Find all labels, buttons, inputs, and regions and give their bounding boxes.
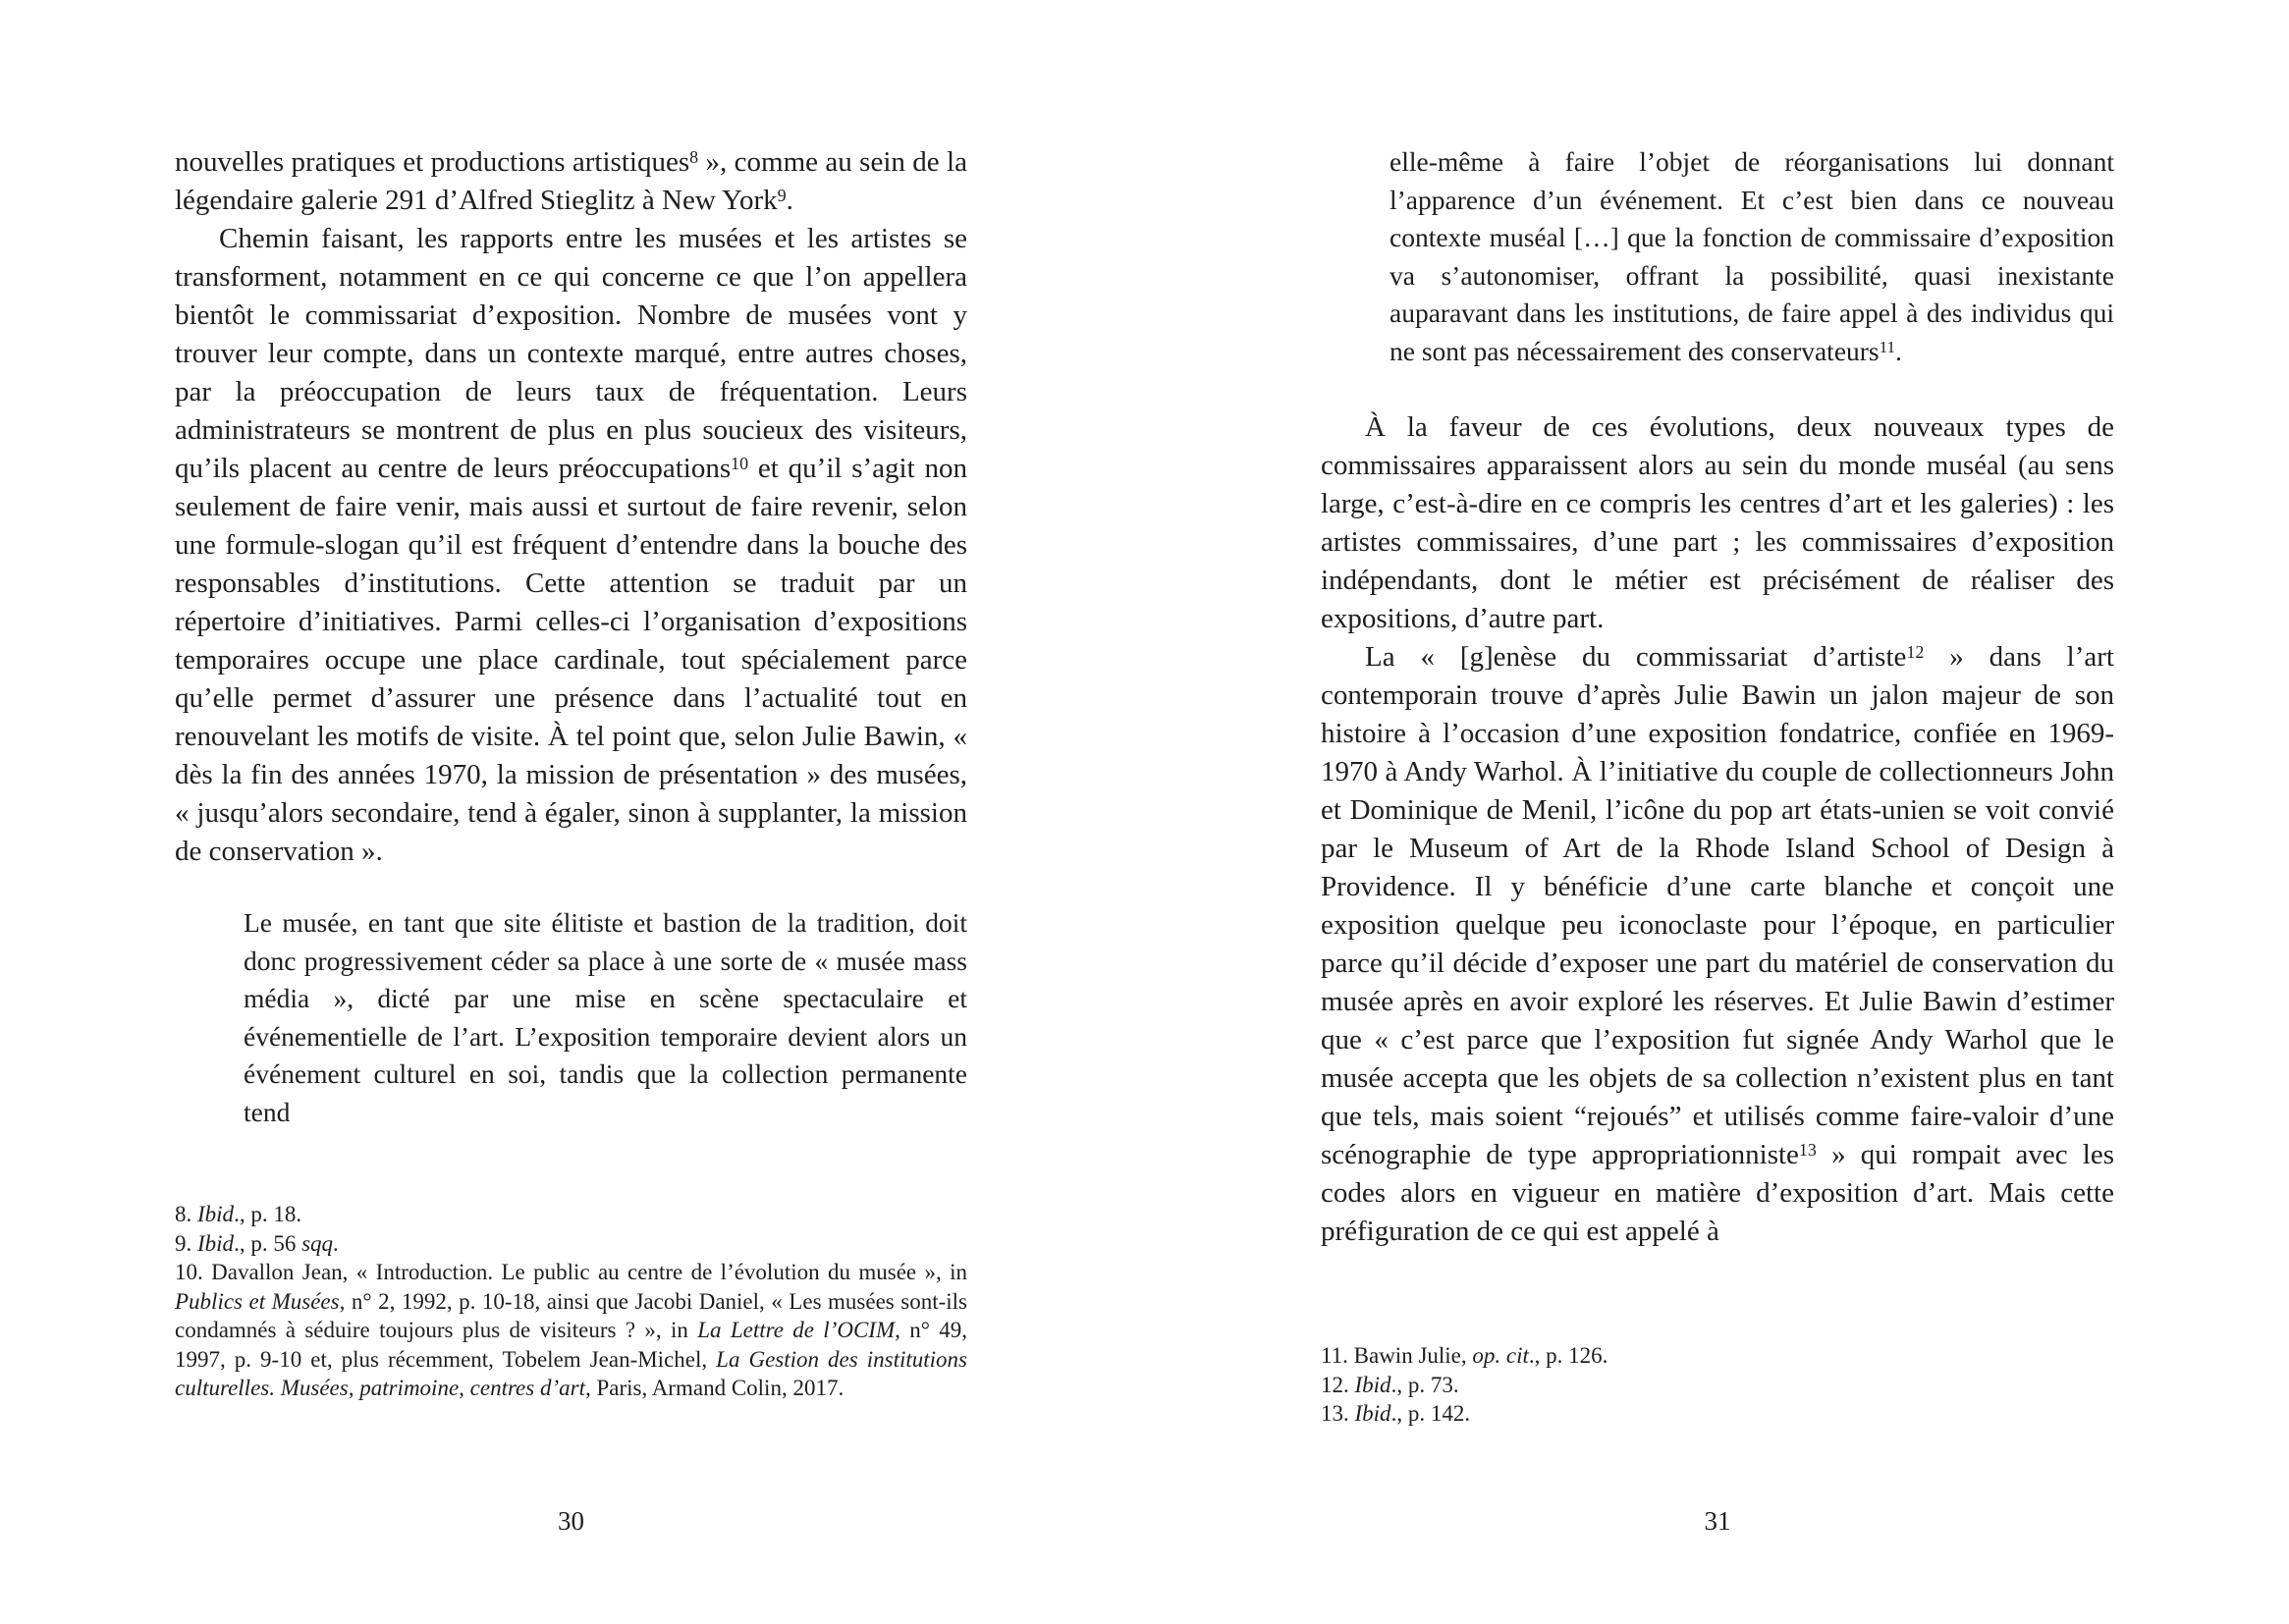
- footnote-reference: 12: [1906, 642, 1925, 663]
- footnote-reference: 10: [731, 454, 749, 474]
- text-segment: 13.: [1321, 1401, 1355, 1426]
- footnote-reference: 9: [777, 186, 787, 206]
- footnote-reference: 8: [689, 147, 699, 168]
- text-segment: , n° 49, 1997, p. 9-10 et, plus récemment, Tobelem Jean-Michel,: [175, 1318, 967, 1372]
- text-segment: et qu’il s’agit non seulement de faire venir, mais aussi et surtout de faire revenir, selon une formule-slogan qu’il est fréquent d’entendre dans la bouche des responsables d’institutions. Cette attention se traduit par un répertoire d’initiatives. Parmi celles-ci l’organisation d’expositions temporaires occupe une place cardinale, tout spécialement parce qu’elle permet d’assurer une présence dans l’actualité tout en renouvelant les motifs de visite. À tel point que, selon Julie Bawin, « dès la fin des années 1970, la mission de présentation » des musées, « jusqu’alors secondaire, tend à égaler, sinon à supplanter, la mission de conservation ».: [175, 453, 967, 867]
- text-segment: .: [333, 1230, 339, 1256]
- text-segment: 10. Davallon Jean, « Introduction. Le public au centre de l’évolution du musée », in: [175, 1260, 967, 1284]
- text-segment: 9.: [175, 1230, 197, 1256]
- text-segment: La « [g]enèse du commissariat d’artiste: [1365, 641, 1907, 673]
- text-segment: La Gestion des institutions culturelles. Musées, patrimoine, centres d’art: [175, 1346, 967, 1400]
- text-segment: », comme au sein de la légendaire galerie 291 d’Alfred Stieglitz à New York: [175, 146, 967, 216]
- body-paragraph: [1321, 638, 2114, 1251]
- footnote-13: [1321, 1399, 2114, 1429]
- page-30-body: [175, 143, 967, 871]
- text-segment: elle-même à faire l’objet de réorganisations lui donnant l’apparence d’un événement. Et c’est bien dans ce nouveau contexte muséal […] que la fonction de commissaire d’exposition va s’autonomiser, offrant la possibilité, quasi inexistante auparavant dans les institutions, de faire appel à des individus qui ne sont pas nécessairement des conservateurs: [1390, 146, 2114, 366]
- footnote-9: [175, 1229, 967, 1259]
- page-31-body: [1321, 408, 2114, 1251]
- footnote-reference: 11: [1879, 338, 1896, 357]
- text-segment: , n° 2, 1992, p. 10-18, ainsi que Jacobi Daniel, « Les musées sont-ils condamnés à séduire toujours plus de visiteurs ? », in: [175, 1288, 967, 1342]
- page-number: 30: [558, 1506, 584, 1536]
- footnote-8: [175, 1200, 967, 1229]
- page-30-content: [175, 0, 967, 1131]
- text-segment: .: [1895, 335, 1902, 366]
- text-segment: Ibid: [1354, 1401, 1391, 1426]
- text-segment: op. cit: [1472, 1343, 1529, 1368]
- blockquote: [244, 904, 967, 1131]
- text-segment: Ibid: [1354, 1372, 1391, 1397]
- text-segment: ., p. 142.: [1390, 1401, 1471, 1426]
- text-segment: Ibid: [197, 1202, 235, 1226]
- blockquote-continuation: [1390, 143, 2114, 370]
- text-segment: ., p. 18.: [234, 1202, 302, 1226]
- text-segment: Publics et Musées: [175, 1288, 340, 1314]
- text-segment: nouvelles pratiques et productions artistiques: [175, 146, 690, 178]
- text-segment: , Paris, Armand Colin, 2017.: [584, 1376, 845, 1400]
- text-segment: Le musée, en tant que site élitiste et bastion de la tradition, doit donc progressivement céder sa place à une sorte de « musée mass média », dicté par une mise en scène spectaculaire et événementielle de l’art. L’exposition temporaire devient alors un événement culturel en soi, tandis que la collection permanente tend: [244, 907, 967, 1127]
- body-paragraph-continuation: [175, 143, 967, 220]
- text-segment: .: [786, 185, 793, 216]
- page-31: [1321, 0, 2114, 1624]
- page-number: 31: [1704, 1506, 1731, 1536]
- body-paragraph: [175, 220, 967, 871]
- footnote-reference: 13: [1798, 1140, 1817, 1161]
- text-segment: 12.: [1321, 1372, 1355, 1397]
- text-segment: 8.: [175, 1202, 197, 1226]
- text-segment: sqq: [301, 1230, 334, 1256]
- text-segment: ., p. 126.: [1528, 1343, 1608, 1368]
- text-segment: 11. Bawin Julie,: [1321, 1343, 1473, 1368]
- footnotes: [1321, 1341, 2114, 1429]
- footnote-10: [175, 1258, 967, 1403]
- text-segment: Ibid: [197, 1230, 235, 1256]
- page-31-content: [1321, 0, 2114, 1251]
- body-paragraph: [1321, 408, 2114, 638]
- page-30: [175, 0, 967, 1624]
- text-segment: La Lettre de l’OCIM: [697, 1318, 896, 1342]
- text-segment: » qui rompait avec les codes alors en vigueur en matière d’exposition d’art. Mais cette préfiguration de ce qui est appelé à: [1321, 1139, 2114, 1247]
- footnote-12: [1321, 1371, 2114, 1400]
- footnote-11: [1321, 1341, 2114, 1371]
- text-segment: À la faveur de ces évolutions, deux nouveaux types de commissaires apparaissent alors au sein du monde muséal (au sens large, c’est-à-dire en ce compris les centres d’art et les galeries) : les artistes commissaires, d’une part ; les commissaires d’exposition indépendants, dont le métier est précisément de réaliser des expositions, d’autre part.: [1321, 411, 2114, 634]
- text-segment: ., p. 73.: [1390, 1372, 1459, 1397]
- text-segment: Chemin faisant, les rapports entre les musées et les artistes se transforment, notamment en ce qui concerne ce que l’on appellera bientôt le commissariat d’exposition. Nombre de musées vont y trouver leur compte, dans un contexte marqué, entre autres choses, par la préoccupation de leurs taux de fréquentation. Leurs administrateurs se montrent de plus en plus soucieux des visiteurs, qu’ils placent au centre de leurs préoccupations: [175, 223, 967, 484]
- footnotes: [175, 1200, 967, 1403]
- text-segment: ., p. 56: [234, 1230, 302, 1256]
- text-segment: » dans l’art contemporain trouve d’après Julie Bawin un jalon majeur de son histoire à l’occasion d’une exposition fondatrice, confiée en 1969-1970 à Andy Warhol. À l’initiative du couple de collectionneurs John et Dominique de Menil, l’icône du pop art états-unien se voit convié par le Museum of Art de la Rhode Island School of Design à Providence. Il y bénéficie d’une carte blanche et conçoit une exposition quelque peu iconoclaste pour l’époque, en particulier parce qu’il décide d’exposer une part du matériel de conservation du musée après en avoir exploré les réserves. Et Julie Bawin d’estimer que « c’est parce que l’exposition fut signée Andy Warhol que le musée accepta que les objets de sa collection n’existent plus en tant que tels, mais soient “rejoués” et utilisés comme faire-valoir d’une scénographie de type appropriationniste: [1321, 641, 2114, 1170]
